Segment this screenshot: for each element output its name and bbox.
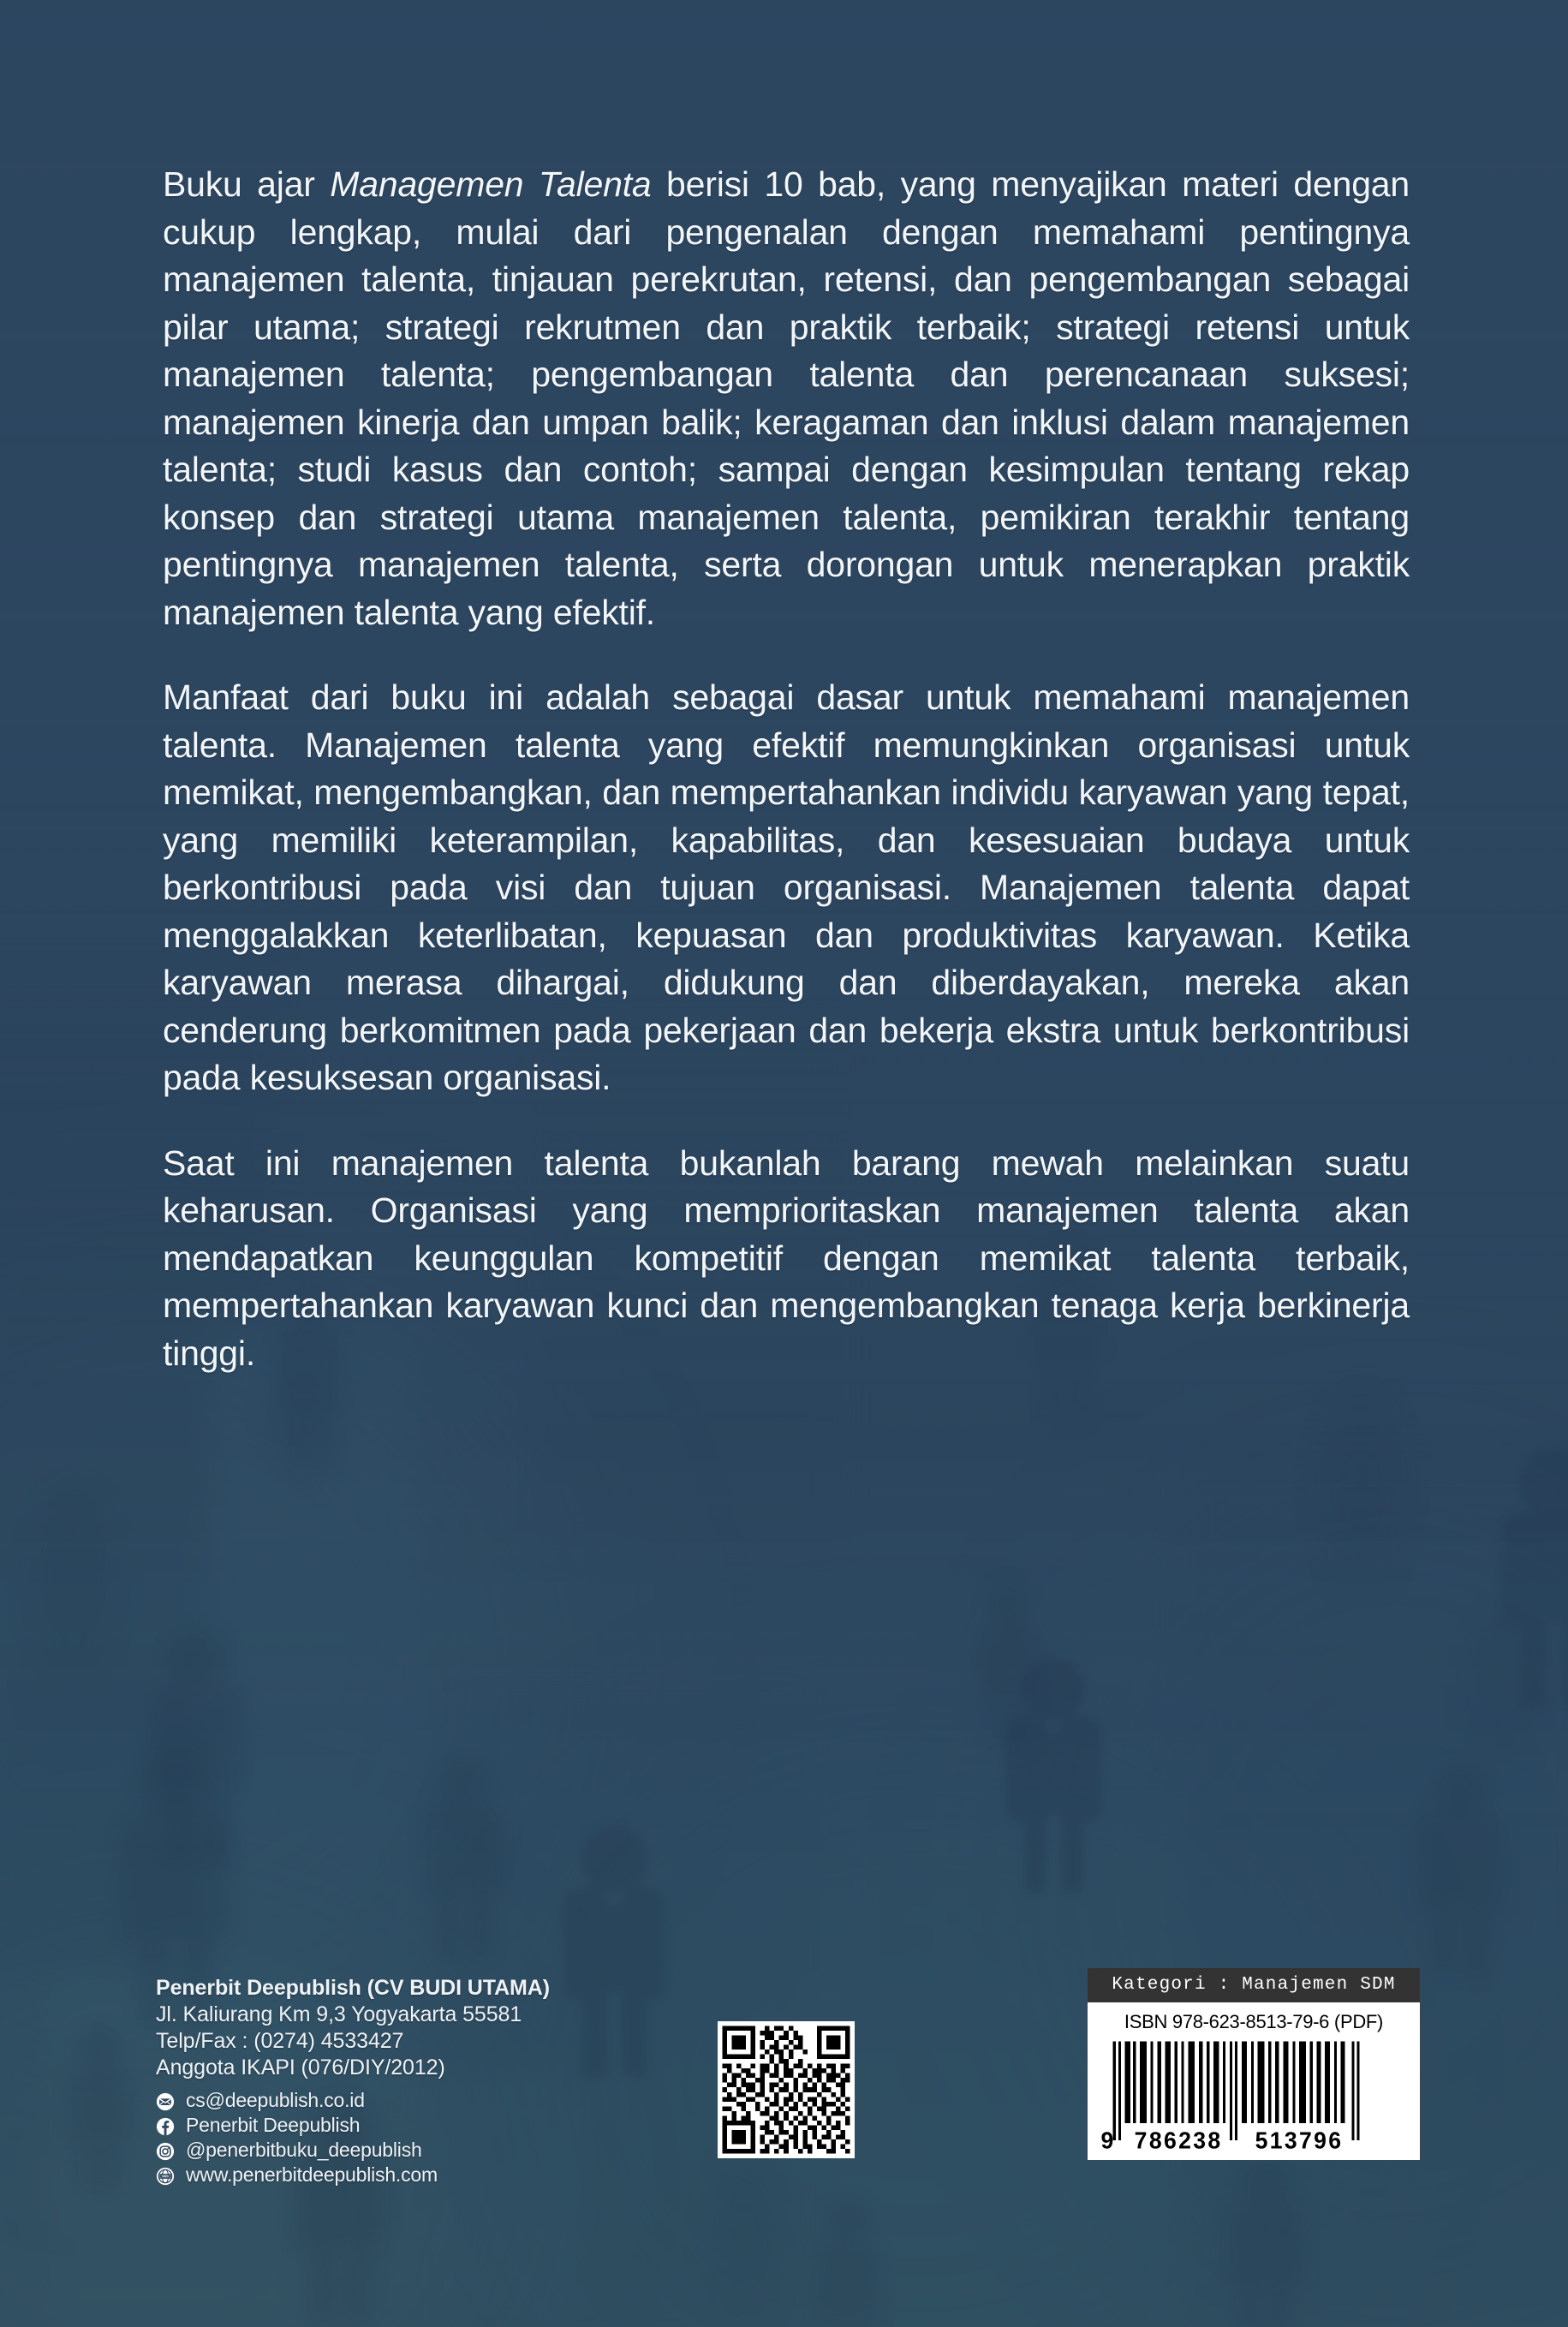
isbn-body [1088,2002,1420,2160]
social-row-facebook[interactable] [156,2114,687,2137]
publisher-social-list [156,2089,687,2187]
publisher-name: Penerbit Deepublish (CV BUDI UTAMA) [156,1976,550,2000]
email-icon [156,2091,175,2110]
social-label-instagram: @penerbitbuku_deepublish [186,2139,422,2161]
paragraph-3: Saat ini manajemen talenta bukanlah barang mewah melainkan suatu keharusan. Organisasi yang memprioritaskan manajemen talenta akan mendapatkan keunggulan kompetitif dengan memikat talenta terbaik, mempertahankan karyawan kunci dan mengembangkan tenaga kerja berkinerja tinggi. [163,1143,1410,1373]
paragraph-1 [163,161,1410,636]
publisher-block [156,1975,687,2188]
barcode-graphic [1100,2038,1408,2151]
barcode-left-digit: 9 [1100,2127,1114,2151]
paragraph-2: Manfaat dari buku ini adalah sebagai dasar untuk memahami manajemen talenta. Manajemen talenta yang efektif memungkinkan organisasi untuk memikat, mengembangkan, dan mempertahankan individu karyawan yang tepat, yang memiliki keterampilan, kapabilitas, dan kesesuaian budaya untuk berkontribusi pada visi dan tujuan organisasi. Manajemen talenta dapat menggalakkan keterlibatan, kepuasan dan produktivitas karyawan. Ketika karyawan merasa dihargai, didukung dan diberdayakan, mereka akan cenderung berkomitmen pada pekerjaan dan bekerja ekstra untuk berkontribusi pada kesuksesan organisasi. [163,677,1410,1097]
book-title-italic: Managemen Talenta [330,164,652,204]
facebook-icon [156,2116,175,2135]
kategori-label: Kategori : Manajemen SDM [1088,1968,1420,2002]
publisher-phone: Telp/Fax : (0274) 4533427 [156,2029,404,2053]
back-cover-description [163,161,1410,1377]
qr-code[interactable] [718,2021,855,2158]
social-label-facebook: Penerbit Deepublish [186,2114,361,2136]
isbn-barcode [1100,2038,1408,2151]
social-label-email: cs@deepublish.co.id [186,2089,365,2111]
qr-code-graphic [718,2021,855,2158]
isbn-panel [1088,1968,1420,2160]
publisher-membership: Anggota IKAPI (076/DIY/2012) [156,2056,445,2079]
instagram-icon [156,2141,175,2160]
svg-text:WWW: WWW [161,2174,170,2178]
website-icon [156,2166,175,2185]
social-row-email[interactable] [156,2089,687,2112]
paragraph-1-lead: Buku ajar [163,164,331,204]
social-row-website[interactable] [156,2163,687,2187]
social-label-website: www.penerbitdeepublish.com [186,2163,438,2186]
publisher-address: Jl. Kaliurang Km 9,3 Yogyakarta 55581 [156,2002,522,2026]
barcode-group-1: 786238 [1134,2127,1223,2151]
social-row-instagram[interactable] [156,2139,687,2162]
isbn-number: ISBN 978-623-8513-79-6 (PDF) [1124,2011,1384,2032]
paragraph-1-rest: berisi 10 bab, yang menyajikan materi dengan cukup lengkap, mulai dari pengenalan dengan memahami pentingnya manajemen talenta, tinjauan perekrutan, retensi, dan pengembangan sebagai pilar utama; strategi rekrutmen dan praktik terbaik; strategi retensi untuk manajemen talenta; pengembangan talenta dan perencanaan suksesi; manajemen kinerja dan umpan balik; keragaman dan inklusi dalam manajemen talenta; studi kasus dan contoh; sampai dengan kesimpulan tentang rekap konsep dan strategi utama manajemen talenta, pemikiran terakhir tentang pentingnya manajemen talenta, serta dorongan untuk menerapkan praktik manajemen talenta yang efektif. [163,164,1410,632]
barcode-group-2: 513796 [1255,2127,1344,2151]
